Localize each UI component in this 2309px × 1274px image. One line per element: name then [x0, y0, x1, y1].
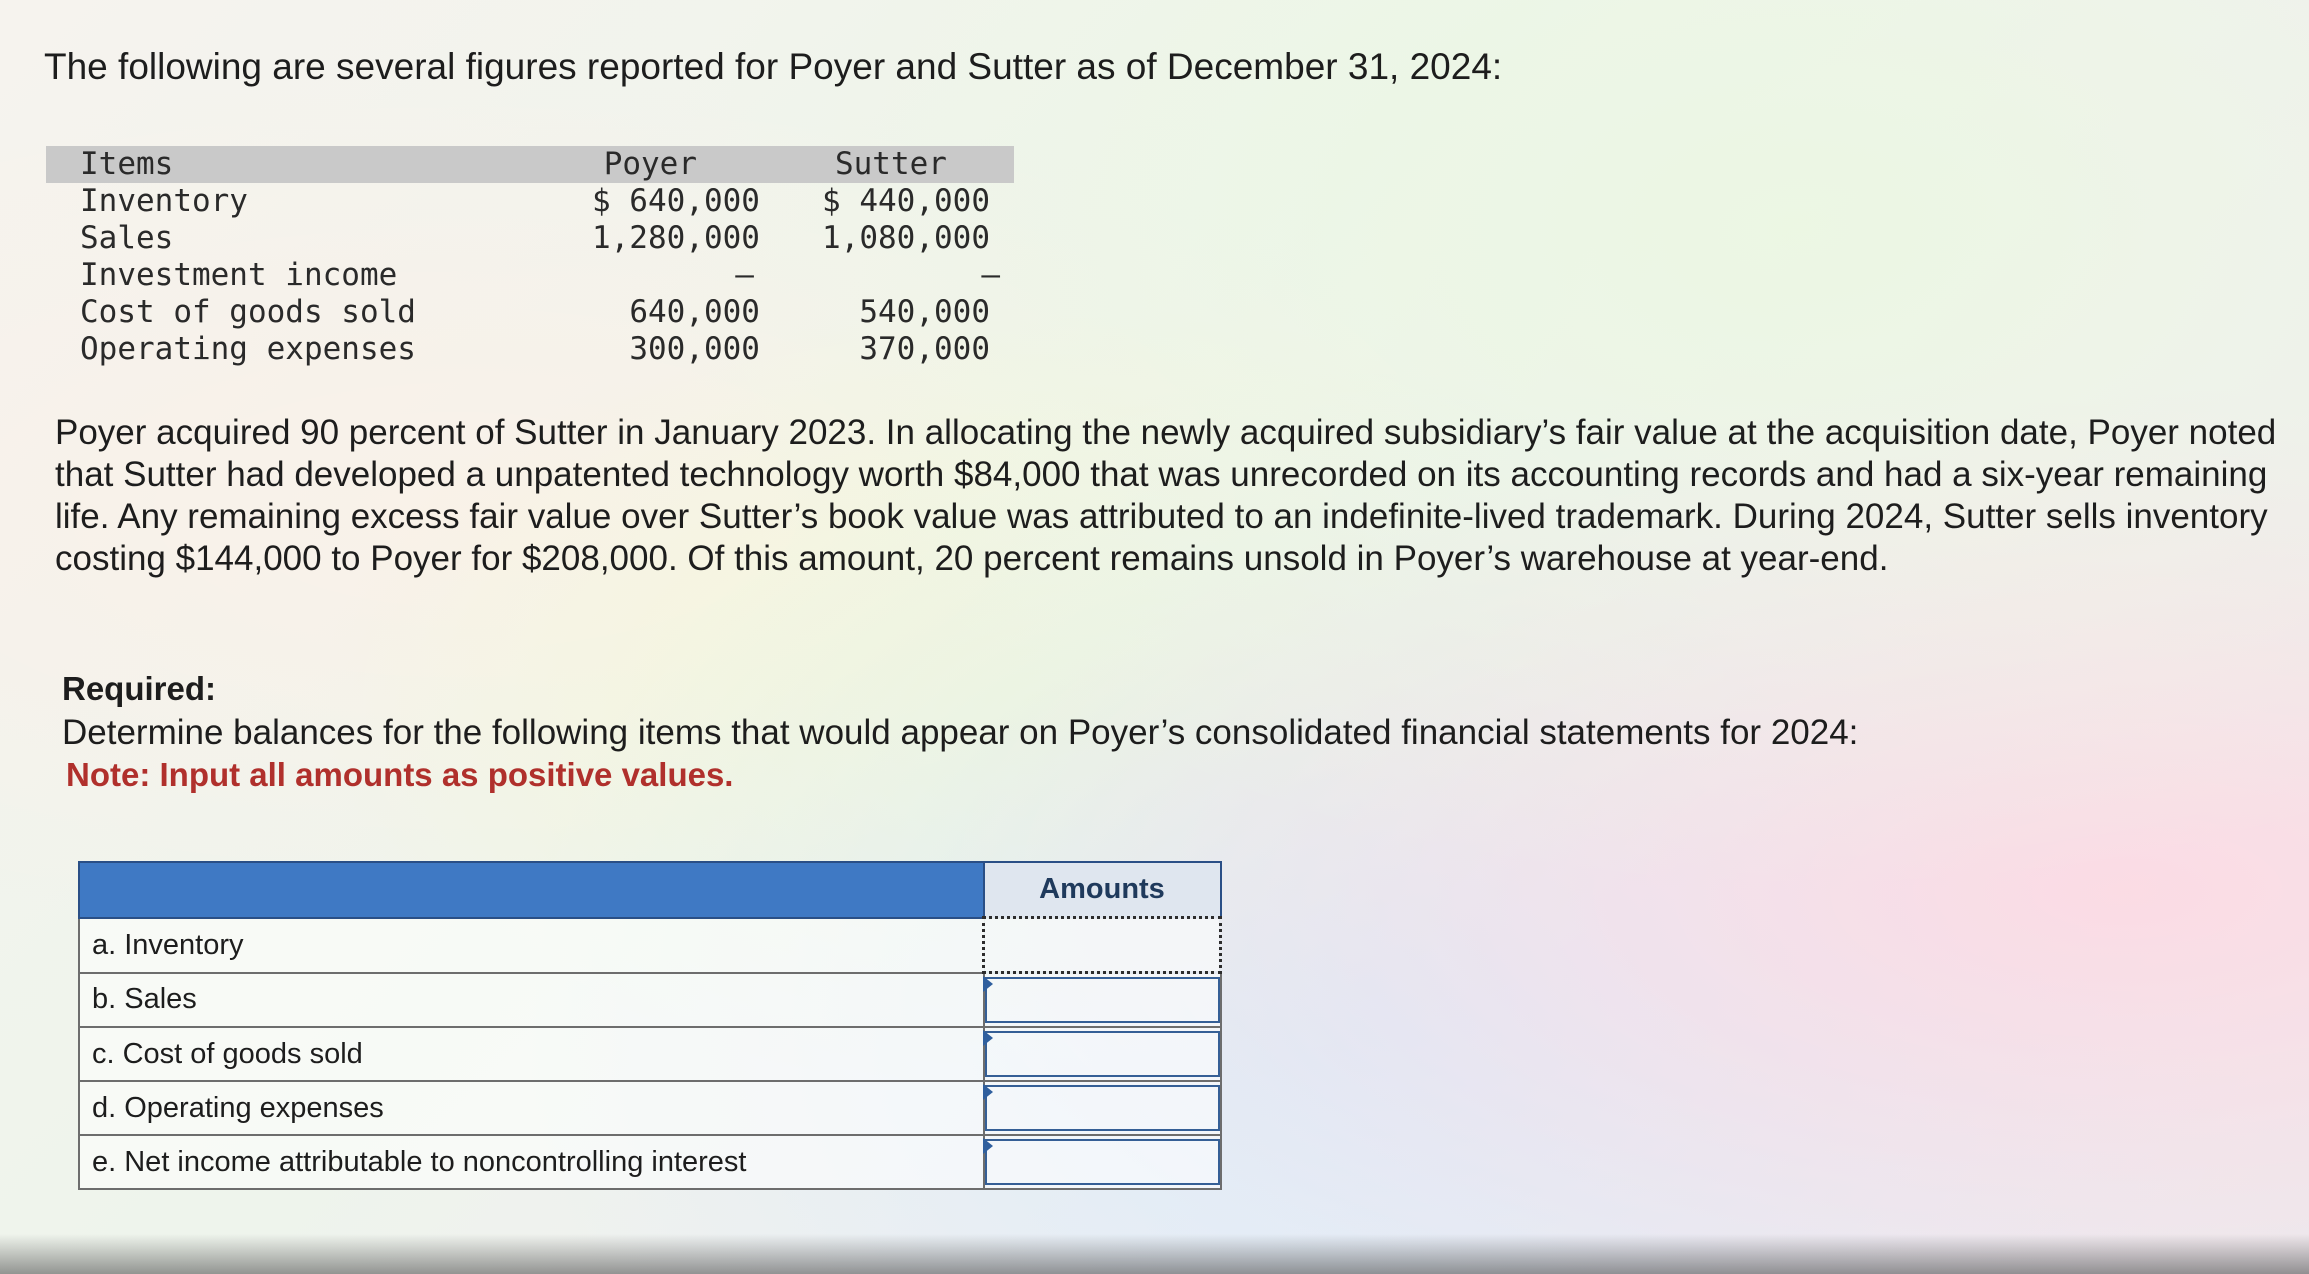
answer-cell-noncontrolling-interest[interactable] — [984, 1135, 1221, 1189]
answer-cell-operating-expenses[interactable] — [984, 1081, 1221, 1135]
amounts-header: Amounts — [984, 862, 1221, 918]
figures-poyer-value: 1,280,000 — [591, 220, 760, 256]
answer-label: c. Cost of goods sold — [79, 1027, 984, 1081]
figures-table — [46, 146, 1014, 368]
answer-header-row — [79, 862, 1221, 918]
figures-row-investment-income — [46, 257, 1014, 294]
field-marker-icon — [983, 1030, 993, 1046]
noncontrolling-interest-amount-input[interactable] — [985, 1139, 1220, 1185]
operating-expenses-amount-input[interactable] — [985, 1085, 1220, 1131]
answer-cell-cost-of-goods-sold[interactable] — [984, 1027, 1221, 1081]
screen-bottom-edge — [0, 1234, 2309, 1274]
figures-sutter-value: 370,000 — [859, 331, 990, 367]
required-instructions: Determine balances for the following items that would appear on Poyer’s consolidated financial statements for 2024: — [62, 713, 1859, 752]
figures-poyer-value: – — [735, 257, 754, 293]
answer-cell-sales[interactable] — [984, 973, 1221, 1028]
answer-row-operating-expenses — [79, 1081, 1221, 1135]
input-note: Note: Input all amounts as positive values. — [66, 756, 734, 793]
figures-header-sutter: Sutter — [834, 146, 947, 182]
answer-header-blank — [79, 862, 984, 918]
figures-row-inventory — [46, 183, 1014, 220]
required-label: Required: — [62, 670, 217, 707]
field-marker-icon — [983, 1084, 993, 1100]
answer-row-sales — [79, 973, 1221, 1028]
figures-poyer-value: 300,000 — [629, 331, 760, 367]
figures-header-poyer: Poyer — [603, 146, 698, 182]
cost-of-goods-sold-amount-input[interactable] — [985, 1031, 1220, 1077]
inventory-amount-input[interactable] — [985, 922, 1219, 968]
field-marker-icon — [983, 976, 993, 992]
answer-row-noncontrolling-interest — [79, 1135, 1221, 1189]
sales-amount-input[interactable] — [985, 977, 1220, 1023]
figures-sutter-value: 540,000 — [859, 294, 990, 330]
figures-poyer-value: 640,000 — [629, 294, 760, 330]
answer-row-cost-of-goods-sold — [79, 1027, 1221, 1081]
figures-item-label: Sales — [80, 220, 174, 256]
answer-table — [78, 861, 1222, 1190]
figures-sutter-value: $ 440,000 — [822, 183, 990, 219]
answer-cell-inventory[interactable] — [984, 918, 1221, 973]
problem-intro: The following are several figures reported for Poyer and Sutter as of December 31, 2024: — [44, 46, 1503, 87]
figures-sutter-value: – — [981, 257, 1000, 293]
figures-item-label: Operating expenses — [80, 331, 416, 367]
answer-label: a. Inventory — [79, 918, 984, 973]
figures-header-items: Items — [80, 146, 174, 182]
field-marker-icon — [983, 1138, 993, 1154]
figures-row-sales — [46, 220, 1014, 257]
answer-label: e. Net income attributable to noncontrolling interest — [79, 1135, 984, 1189]
figures-row-cost-of-goods-sold — [46, 294, 1014, 331]
figures-item-label: Inventory — [80, 183, 248, 219]
answer-row-inventory — [79, 918, 1221, 973]
figures-header-row — [46, 146, 1014, 183]
answer-label: d. Operating expenses — [79, 1081, 984, 1135]
figures-item-label: Cost of goods sold — [80, 294, 416, 330]
figures-row-operating-expenses — [46, 331, 1014, 368]
figures-sutter-value: 1,080,000 — [822, 220, 990, 256]
answer-label: b. Sales — [79, 973, 984, 1028]
problem-paragraph: Poyer acquired 90 percent of Sutter in January 2023. In allocating the newly acquired subsidiary’s fair value at the acquisition date, Poyer noted that Sutter had developed a unpatented technology worth $84,000 that was unrecorded on its accounting records and had a six-year remaining life. Any remaining excess fair value over Sutter’s book value was attributed to an indefinite-lived trademark. During 2024, Sutter sells inventory costing $144,000 to Poyer for $208,000. Of this amount, 20 percent remains unsold in Poyer’s warehouse at year-end. — [55, 413, 2277, 578]
figures-item-label: Investment income — [80, 257, 398, 293]
figures-poyer-value: $ 640,000 — [591, 183, 760, 219]
